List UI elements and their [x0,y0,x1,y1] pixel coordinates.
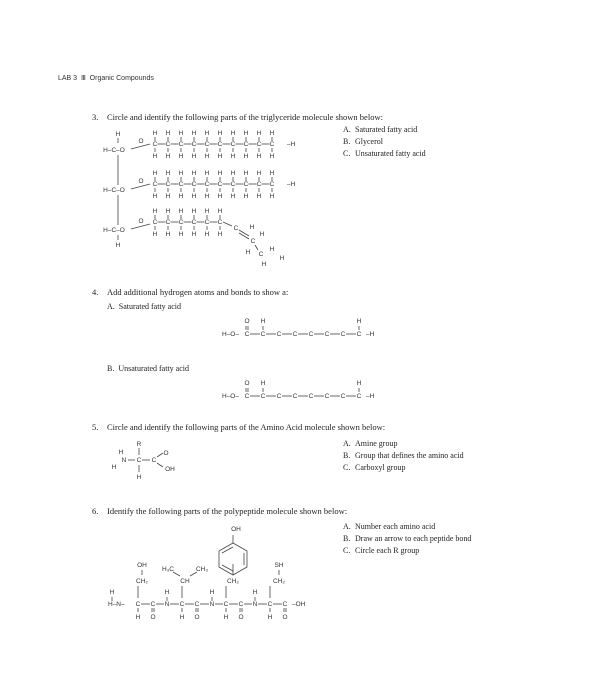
question-4-part-a: A. Saturated fatty acid [107,302,181,311]
option-c: C. Carboxyl group [343,463,406,472]
question-text: Add additional hydrogen atoms and bonds to show a: [107,287,289,297]
backbone-atom: N [209,601,215,608]
hydrogen-atom: H [209,589,215,596]
hydrogen-atom: H [230,130,236,137]
carbon-atom: C [217,181,223,188]
question-4-part-b: B. Unsaturated fatty acid [107,364,189,373]
hydrogen-atom: H [111,464,117,471]
question-number: 6. [92,506,99,516]
hydrogen-atom: H [135,614,141,621]
hydrogen-atom: –H [366,331,375,338]
methylene-group: CH₂ [273,578,285,585]
glycerol-group: H–C–O [103,187,125,194]
hydrogen-atom: H [279,255,285,262]
carbon-atom: C [165,141,171,148]
carbon-atom: C [276,393,282,400]
backbone-atom: C [150,601,156,608]
carbon-atom: C [165,219,171,226]
carbon-atom: C [292,393,298,400]
backbone-atom: C [238,601,244,608]
methyl-group: H₃C [161,566,175,573]
hydrogen-atom: H [261,261,267,268]
question-text: Circle and identify the following parts of the Amino Acid molecule shown below: [107,422,386,432]
hydrogen-atom: H [249,224,255,231]
bond-line [173,572,180,576]
hydrogen-atom: H [191,130,197,137]
carbon-atom: C [178,219,184,226]
hydrogen-atom: H [178,153,184,160]
question-number: 4. [92,287,99,297]
hydroxyl-group: OH [137,562,147,569]
carbon-atom: C [256,141,262,148]
backbone-atom: N [164,601,170,608]
carbon-atom: C [191,219,197,226]
carbon-atom: C [191,141,197,148]
hydrogen-atom: H [204,208,210,215]
question-number: 3. [92,112,99,122]
hydrogen-atom: H [152,130,158,137]
hydrogen-atom: H [191,193,197,200]
carbon-atom: C [244,393,250,400]
hydroxyl-group: OH [165,466,175,473]
carbon-atom: C [152,141,158,148]
hydrogen-atom: H [256,153,262,160]
hydrogen-atom: H [152,193,158,200]
hydrogen-atom: –H [287,141,296,148]
carbon-atom: C [276,331,282,338]
hydrogen-atom: H [164,589,170,596]
hydrogen-atom: H [165,170,171,177]
hydrogen-atom: H [204,231,210,238]
hydrogen-atom: H [204,153,210,160]
hydrogen-atom: H [356,380,362,387]
hydroxyl-group: H–O– [222,393,239,400]
backbone-atom: C [135,601,141,608]
alpha-carbon: C [136,457,142,464]
carbon-atom: C [269,181,275,188]
carbon-atom: C [191,181,197,188]
carbon-atom: C [230,141,236,148]
carbon-atom: C [260,393,266,400]
hydroxyl-group: –OH [292,601,306,608]
carbon-atom: C [165,181,171,188]
hydrogen-atom: H [243,193,249,200]
carbon-atom: C [250,238,256,245]
hydrogen-atom: H [243,130,249,137]
option-a: A. Amine group [343,439,398,448]
hydrogen-atom: H [260,380,266,387]
backbone-atom: C [282,601,288,608]
option-c: C. Circle each R group [343,546,420,555]
carbon-atom: C [178,141,184,148]
backbone-atom: C [223,601,229,608]
glycerol-group: H–C–O [103,147,125,154]
hydrogen-atom: H [217,208,223,215]
hydrogen-atom: H [204,170,210,177]
carbon-atom: C [356,331,362,338]
hydrogen-atom: H [217,231,223,238]
hydrogen-atom: H [165,130,171,137]
oxygen-atom: O [238,614,244,621]
oxygen-atom: O [244,380,250,387]
carbon-atom: C [258,251,264,258]
hydrogen-atom: H [152,208,158,215]
carbon-atom: C [204,141,210,148]
hydrogen-atom: H [191,153,197,160]
hydrogen-atom: H [259,231,265,238]
carbon-atom: C [292,331,298,338]
oxygen-atom: O [138,138,144,145]
methylene-group: CH₂ [227,578,239,585]
hydrogen-atom: H [165,231,171,238]
hydrogen-atom: H [269,193,275,200]
option-a: A. Number each amino acid [343,522,436,531]
hydrogen-atom: H [178,208,184,215]
hydrogen-atom: H [217,170,223,177]
oxygen-atom: O [244,318,250,325]
hydrogen-atom: H [178,170,184,177]
option-b: B. Glycerol [343,137,383,146]
oxygen-atom: O [138,178,144,185]
oxygen-atom: O [138,218,144,225]
oxygen-atom: O [163,450,169,457]
carbon-atom: C [324,331,330,338]
carbon-atom: C [151,457,157,464]
hydrogen-atom: H [109,589,115,596]
carbon-atom: C [233,225,239,232]
hydrogen-atom: H [204,130,210,137]
oxygen-atom: O [194,614,200,621]
hydrogen-atom: H [230,170,236,177]
hydrogen-atom: H [230,193,236,200]
hydrogen-atom: H [118,449,124,456]
hydrogen-atom: H [252,589,258,596]
option-a: A. Saturated fatty acid [343,125,418,134]
option-b: B. Draw an arrow to each peptide bond [343,534,472,543]
methylene-group: CH₂ [136,578,148,585]
methyl-group: CH₃ [195,566,209,573]
hydrogen-atom: H [269,246,275,253]
hydroxyl-group: H–O– [222,331,239,338]
hydrogen-atom: H [223,614,229,621]
carbon-atom: C [260,331,266,338]
thiol-group: SH [274,562,284,569]
hydrogen-atom: H [269,170,275,177]
hydrogen-atom: H [243,170,249,177]
hydrogen-atom: H [269,130,275,137]
hydrogen-atom: H [179,614,185,621]
hydrogen-atom: –H [287,181,296,188]
hydrogen-atom: H [256,193,262,200]
backbone-atom: C [267,601,273,608]
question-number: 5. [92,422,99,432]
hydrogen-atom: H [165,208,171,215]
question-text: Circle and identify the following parts of the triglyceride molecule shown below: [107,112,383,122]
hydrogen-atom: H [115,131,121,138]
backbone-atom: C [179,601,185,608]
carbon-atom: C [324,393,330,400]
hydrogen-atom: H [260,318,266,325]
carbon-atom: C [308,393,314,400]
carbon-atom: C [230,181,236,188]
hydrogen-atom: H [152,153,158,160]
question-text: Identify the following parts of the polypeptide molecule shown below: [107,506,348,516]
hydrogen-atom: H [178,130,184,137]
hydrogen-atom: H [191,170,197,177]
hydrogen-atom: –H [366,393,375,400]
hydroxyl-group: OH [231,526,241,533]
hydrogen-atom: H [165,153,171,160]
hydrogen-atom: H [356,318,362,325]
hydrogen-atom: H [217,153,223,160]
hydrogen-atom: H [178,231,184,238]
hydrogen-atom: H [152,231,158,238]
option-b: B. Group that defines the amino acid [343,451,464,460]
carbon-atom: C [178,181,184,188]
oxygen-atom: O [282,614,288,621]
hydrogen-atom: H [191,208,197,215]
hydrogen-atom: H [152,170,158,177]
page-header: LAB 3 Ⅲ Organic Compounds [58,75,154,82]
hydrogen-atom: H [245,249,251,256]
carbon-atom: C [256,181,262,188]
nitrogen-atom: N [121,457,127,464]
hydrogen-atom: H [204,193,210,200]
hydrogen-atom: H [115,242,121,249]
carbon-atom: C [204,219,210,226]
carbon-atom: C [244,331,250,338]
hydrogen-atom: H [243,153,249,160]
hydrogen-atom: H [178,193,184,200]
carbon-atom: C [269,141,275,148]
hydrogen-atom: H [256,170,262,177]
carbon-atom: C [243,141,249,148]
carbon-atom: C [356,393,362,400]
hydrogen-atom: H [230,153,236,160]
hydrogen-atom: H [191,231,197,238]
carbon-atom: C [204,181,210,188]
methine-group: CH [180,578,190,585]
hydrogen-atom: H [269,153,275,160]
hydrogen-atom: H [217,130,223,137]
hydrogen-atom: H [165,193,171,200]
hydrogen-atom: H [136,474,142,481]
amine-group: H–N– [108,601,125,608]
carbon-atom: C [217,141,223,148]
bond-line [190,572,197,576]
option-c: C. Unsaturated fatty acid [343,149,426,158]
carbon-atom: C [243,181,249,188]
carbon-atom: C [217,219,223,226]
oxygen-atom: O [150,614,156,621]
backbone-atom: N [252,601,258,608]
hydrogen-atom: H [256,130,262,137]
carbon-atom: C [152,181,158,188]
carbon-atom: C [340,393,346,400]
carbon-atom: C [340,331,346,338]
carbon-atom: C [152,219,158,226]
carbon-atom: C [308,331,314,338]
hydrogen-atom: H [267,614,273,621]
backbone-atom: C [194,601,200,608]
glycerol-group: H–C–O [103,227,125,234]
r-group: R [136,441,142,448]
hydrogen-atom: H [217,193,223,200]
